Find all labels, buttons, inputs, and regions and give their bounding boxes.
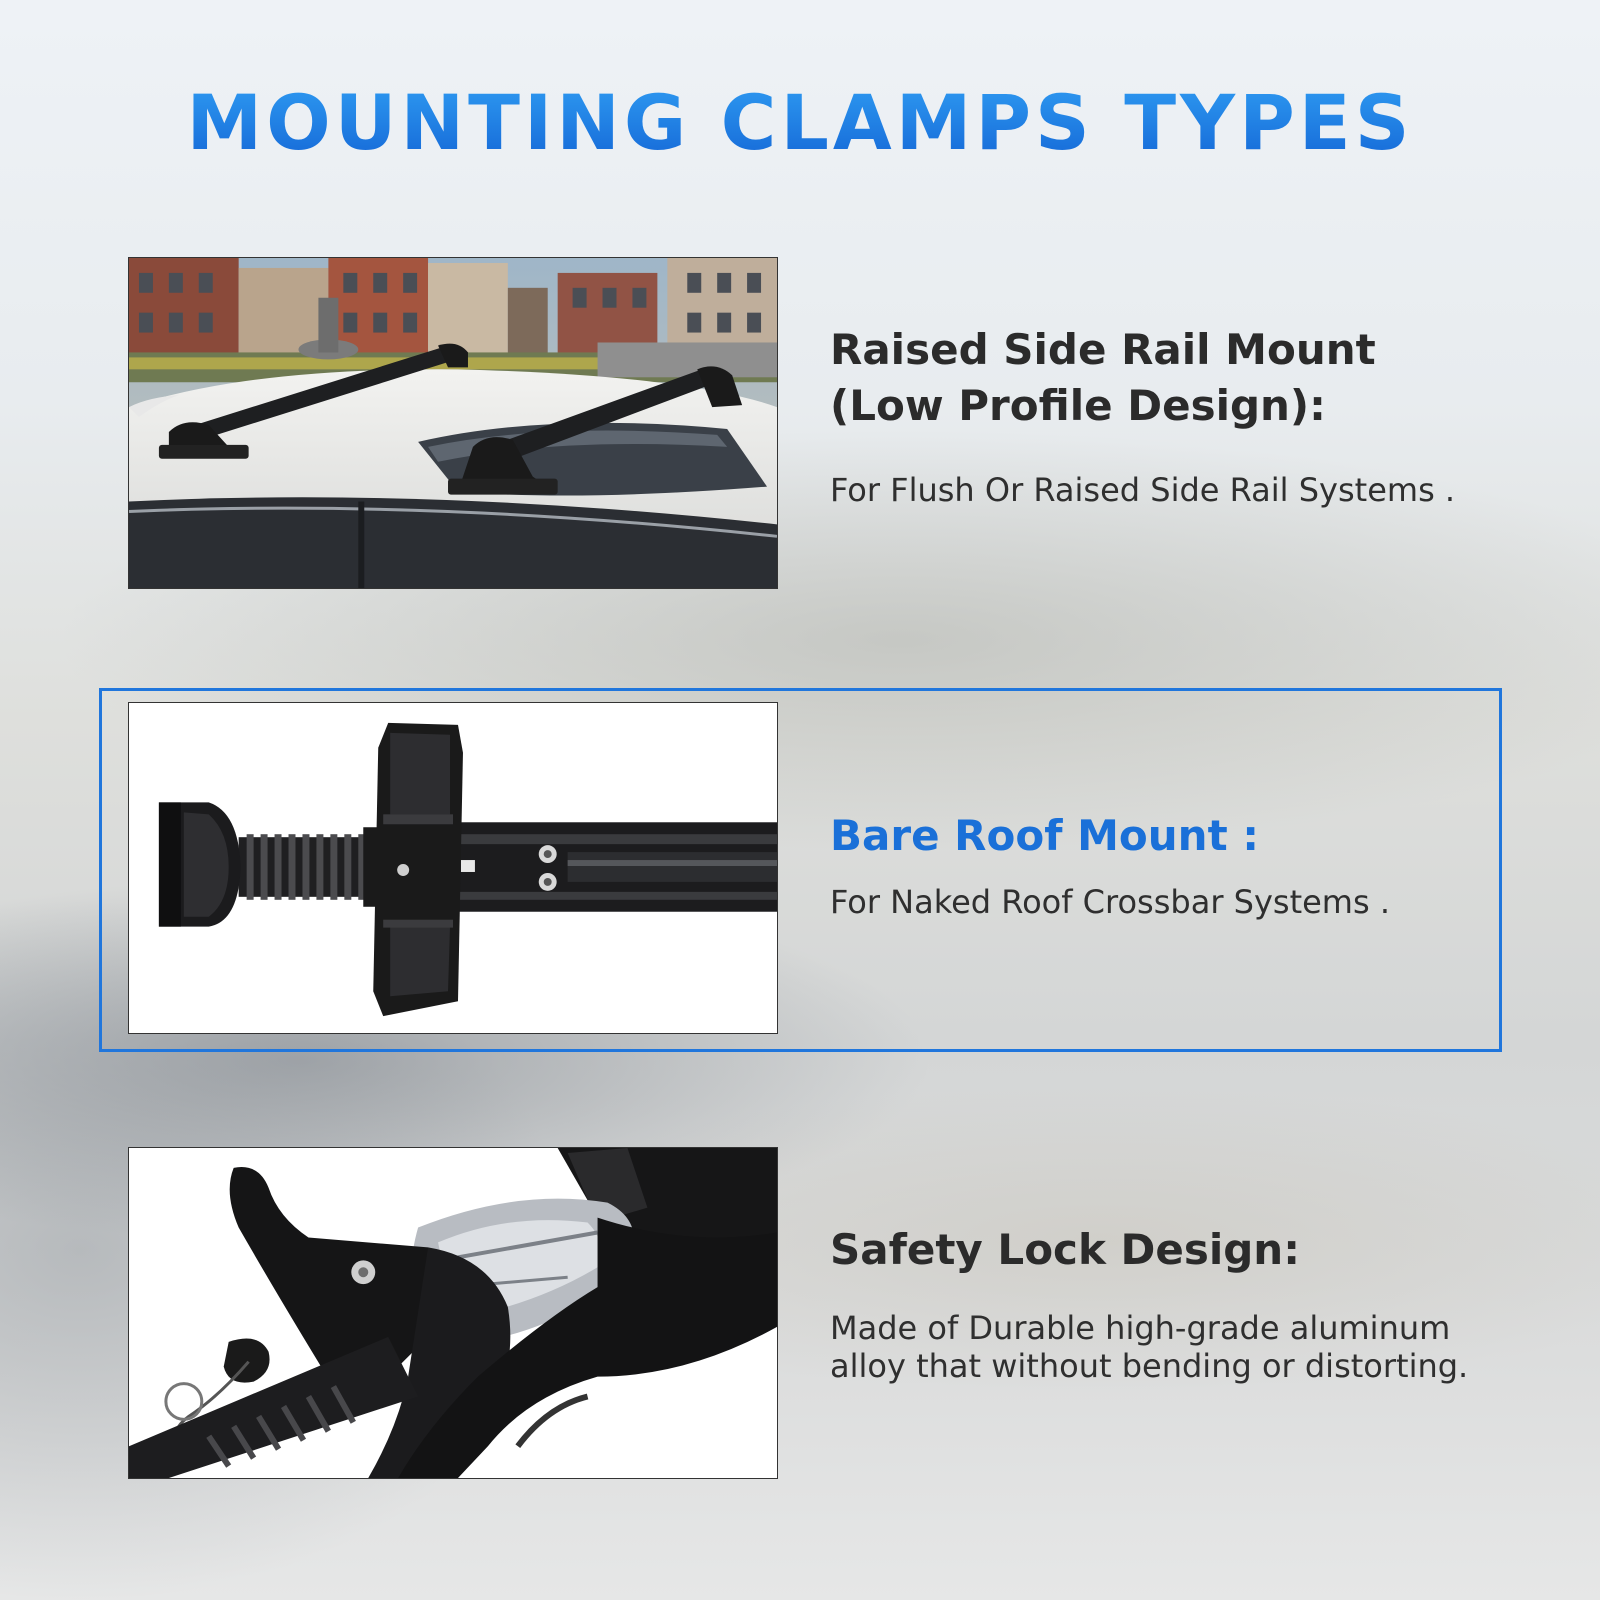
section-heading-low-profile: (Low Profile Design):: [830, 381, 1326, 430]
section-heading-safety-lock: Safety Lock Design:: [830, 1225, 1300, 1274]
section-heading-raised-side-rail: Raised Side Rail Mount: [830, 325, 1376, 374]
section-description-raised-side-rail: For Flush Or Raised Side Rail Systems .: [830, 471, 1456, 509]
section-heading-bare-roof: Bare Roof Mount :: [830, 811, 1260, 860]
car-roof-crossbar-photo: [128, 257, 778, 589]
safety-lock-closeup-photo: [128, 1147, 778, 1479]
section-description-bare-roof: For Naked Roof Crossbar Systems .: [830, 883, 1390, 921]
section-description-safety-lock-line2: alloy that without bending or distorting.: [830, 1347, 1469, 1385]
bare-roof-clamp-photo: [128, 702, 778, 1034]
section-description-safety-lock-line1: Made of Durable high-grade aluminum: [830, 1309, 1451, 1347]
page-title: MOUNTING CLAMPS TYPES: [0, 78, 1600, 167]
